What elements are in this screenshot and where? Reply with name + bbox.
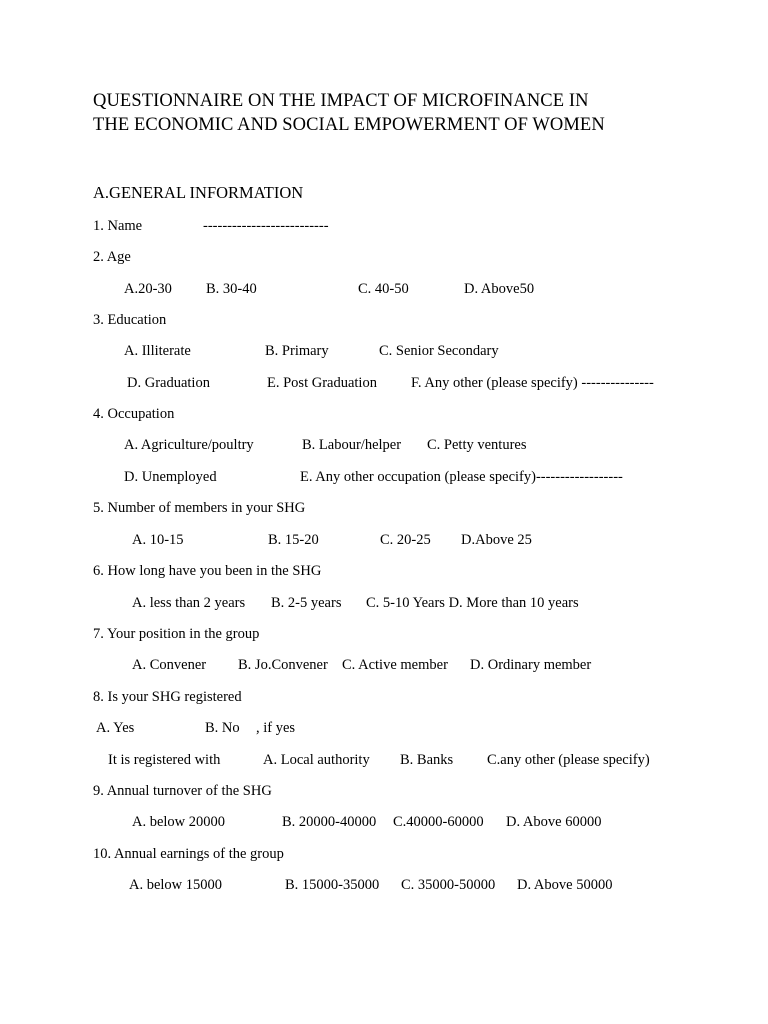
- option-position-a: A. Convener: [132, 657, 207, 673]
- option-occ-d: D. Unemployed: [124, 469, 217, 485]
- option-earnings-b: B. 15000-35000: [285, 877, 380, 893]
- question-7: 7. Your position in the group: [93, 626, 260, 642]
- option-occ-c: C. Petty ventures: [427, 437, 527, 453]
- option-age-b: B. 30-40: [206, 281, 257, 297]
- question-5: 5. Number of members in your SHG: [93, 500, 306, 516]
- option-position-c: C. Active member: [342, 657, 448, 673]
- option-edu-e: E. Post Graduation: [267, 375, 377, 391]
- option-members-c: C. 20-25: [380, 532, 431, 548]
- option-duration-cd: C. 5-10 Years D. More than 10 years: [366, 595, 579, 611]
- option-registered-no: B. No: [205, 720, 240, 736]
- option-duration-a: A. less than 2 years: [132, 595, 246, 611]
- question-1: 1. Name: [93, 218, 143, 234]
- registered-with-label: It is registered with: [108, 752, 221, 768]
- option-registered-yes: A. Yes: [96, 720, 135, 736]
- option-earnings-d: D. Above 50000: [517, 877, 613, 893]
- title-line-1: QUESTIONNAIRE ON THE IMPACT OF MICROFINANCE IN: [93, 91, 589, 111]
- question-3: 3. Education: [93, 312, 167, 328]
- option-turnover-c: C.40000-60000: [393, 814, 484, 830]
- option-duration-b: B. 2-5 years: [271, 595, 342, 611]
- option-edu-d: D. Graduation: [127, 375, 210, 391]
- option-turnover-b: B. 20000-40000: [282, 814, 377, 830]
- option-edu-a: A. Illiterate: [124, 343, 191, 359]
- question-9: 9. Annual turnover of the SHG: [93, 783, 272, 799]
- name-blank: --------------------------: [203, 218, 329, 234]
- option-reg-b: B. Banks: [400, 752, 454, 768]
- option-occ-a: A. Agriculture/poultry: [124, 437, 254, 453]
- option-occ-e: E. Any other occupation (please specify)------------------: [300, 469, 623, 485]
- option-earnings-c: C. 35000-50000: [401, 877, 496, 893]
- question-6: 6. How long have you been in the SHG: [93, 563, 322, 579]
- option-age-d: D. Above50: [464, 281, 535, 297]
- option-earnings-a: A. below 15000: [129, 877, 223, 893]
- section-heading: A.GENERAL INFORMATION: [93, 183, 304, 202]
- option-occ-b: B. Labour/helper: [302, 437, 402, 453]
- question-2: 2. Age: [93, 249, 131, 265]
- option-edu-f: F. Any other (please specify) ---------------: [411, 375, 654, 391]
- option-position-b: B. Jo.Convener: [238, 657, 328, 673]
- option-edu-c: C. Senior Secondary: [379, 343, 499, 359]
- question-4: 4. Occupation: [93, 406, 175, 422]
- option-reg-a: A. Local authority: [263, 752, 370, 768]
- option-position-d: D. Ordinary member: [470, 657, 592, 673]
- option-members-b: B. 15-20: [268, 532, 319, 548]
- title-line-2: THE ECONOMIC AND SOCIAL EMPOWERMENT OF WOMEN: [93, 115, 605, 135]
- option-reg-c: C.any other (please specify): [487, 752, 650, 768]
- option-turnover-d: D. Above 60000: [506, 814, 602, 830]
- question-8: 8. Is your SHG registered: [93, 689, 242, 705]
- option-members-d: D.Above 25: [461, 532, 532, 548]
- option-edu-b: B. Primary: [265, 343, 329, 359]
- if-yes-text: , if yes: [256, 720, 296, 736]
- question-10: 10. Annual earnings of the group: [93, 846, 284, 862]
- option-members-a: A. 10-15: [132, 532, 184, 548]
- option-age-c: C. 40-50: [358, 281, 409, 297]
- option-age-a: A.20-30: [124, 281, 172, 297]
- option-turnover-a: A. below 20000: [132, 814, 226, 830]
